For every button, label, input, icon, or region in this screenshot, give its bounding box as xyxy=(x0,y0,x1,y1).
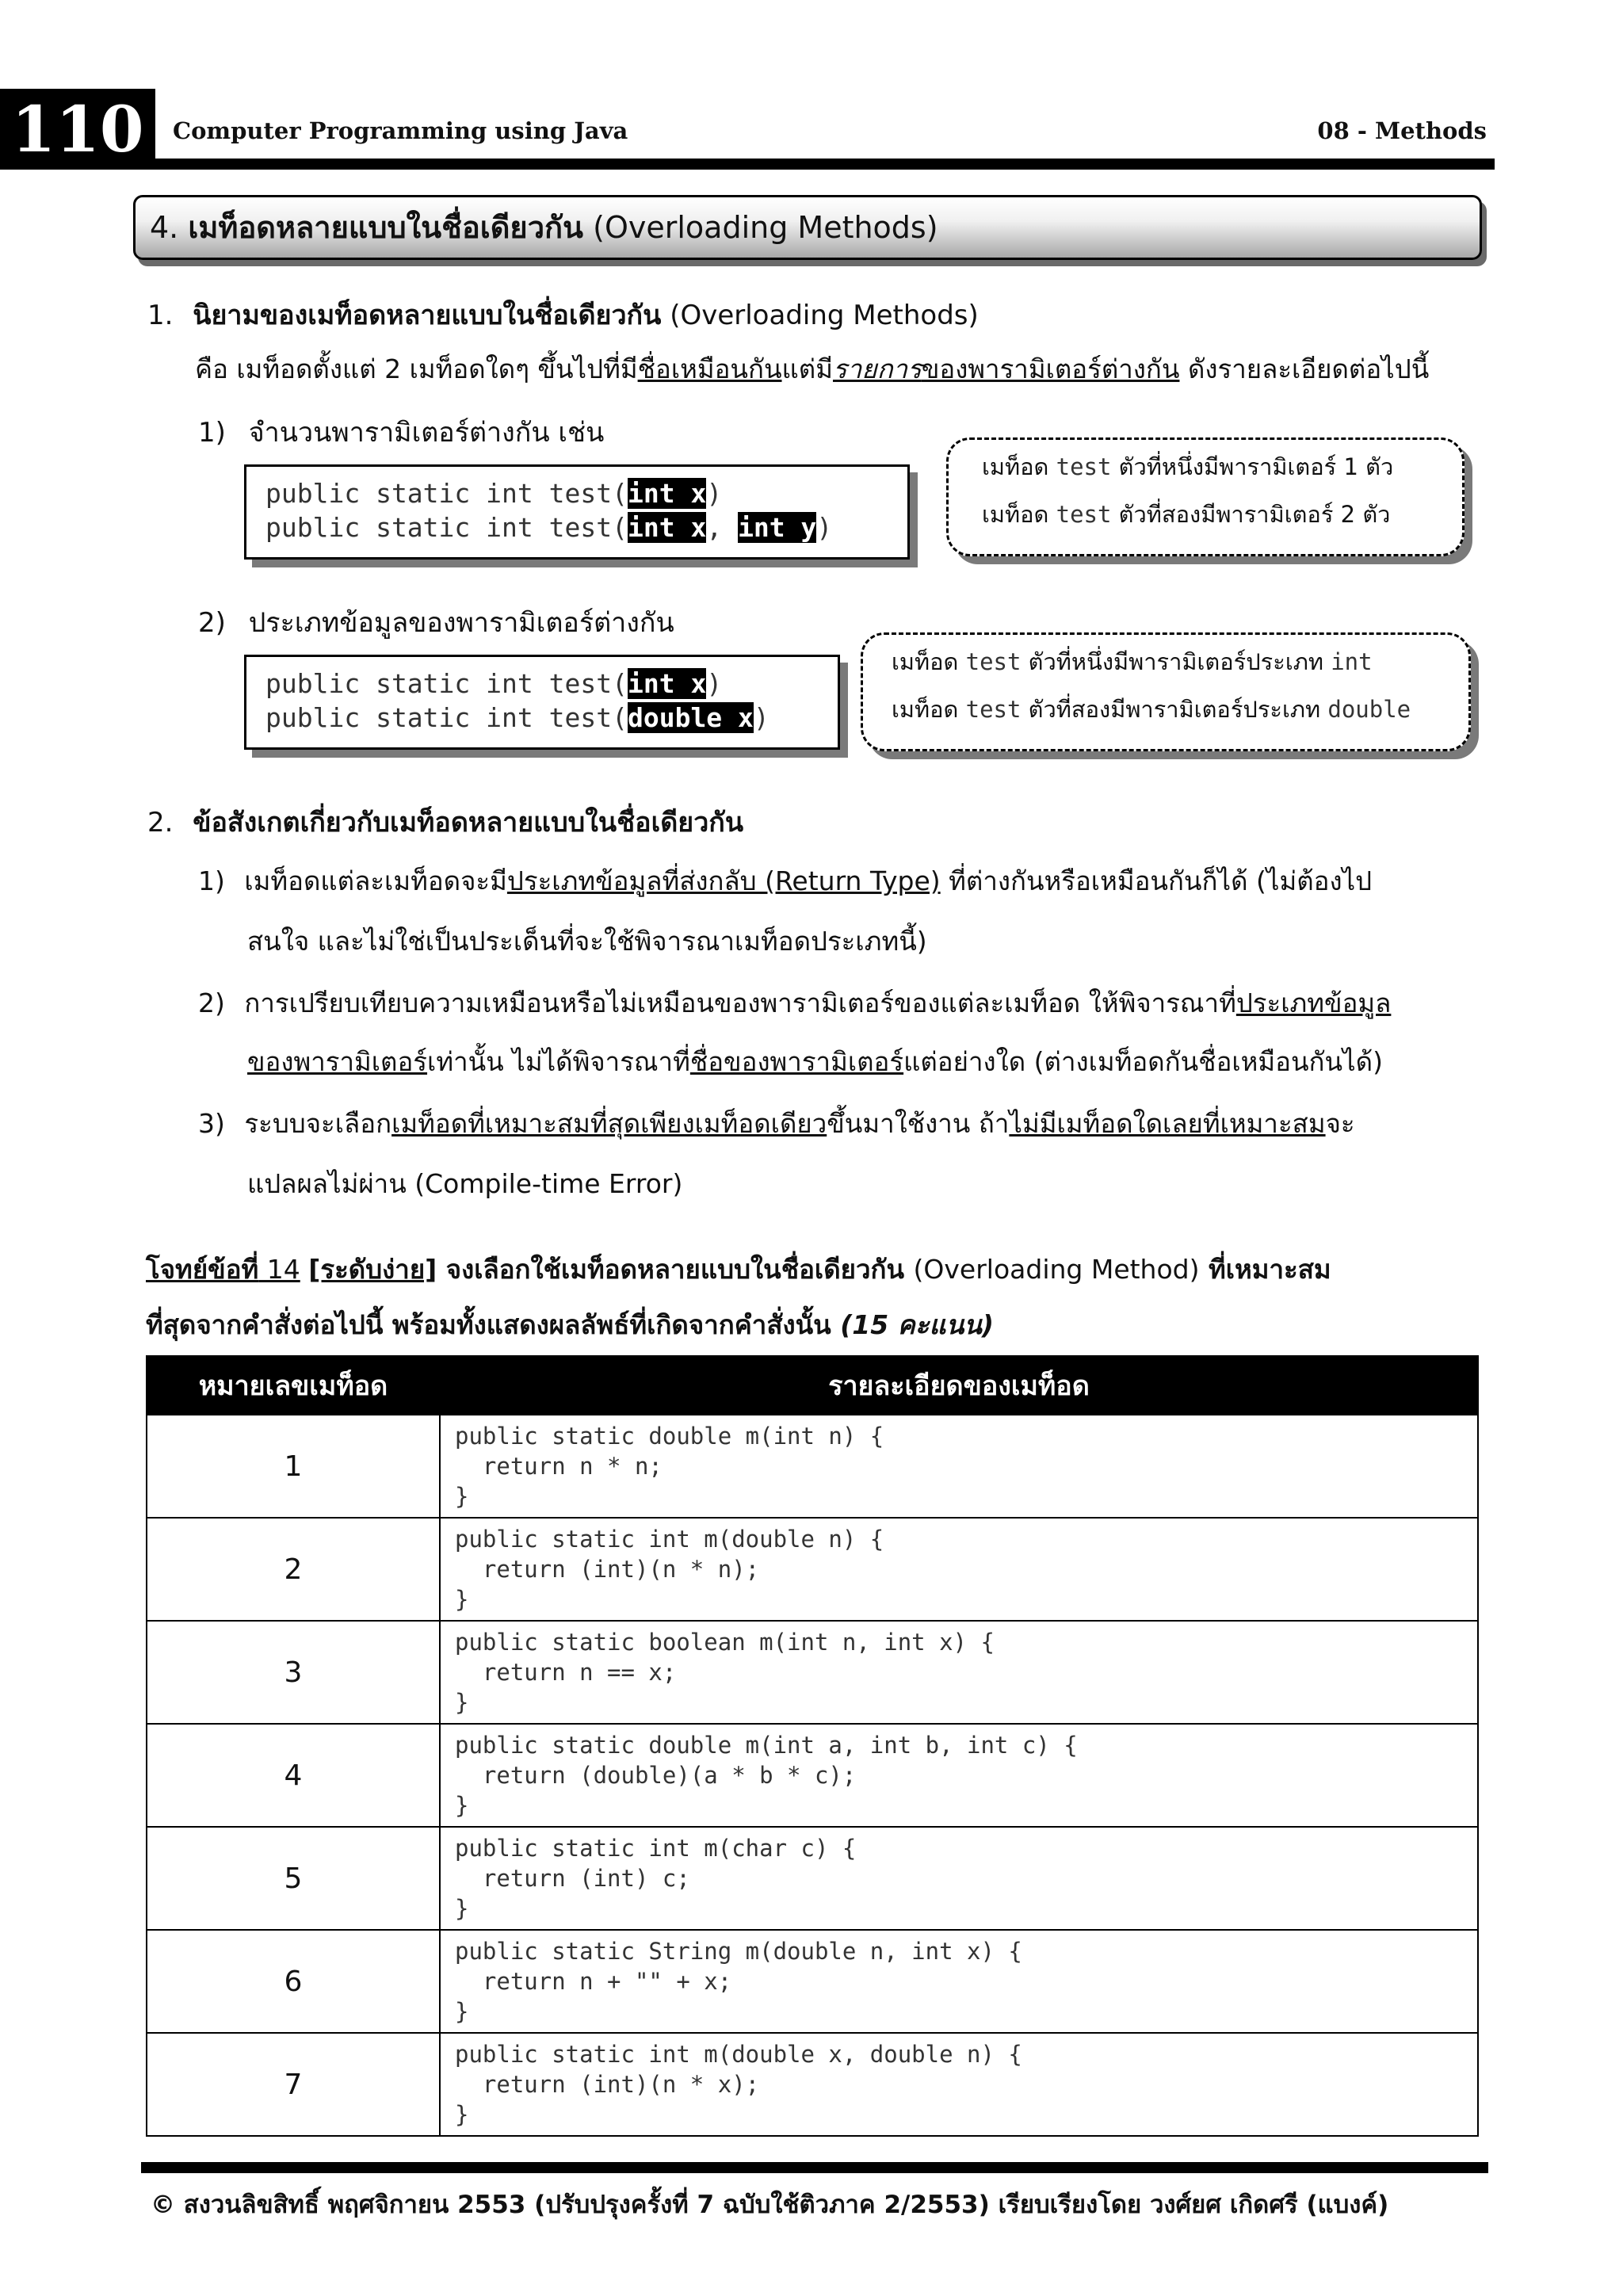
case1-number: 1) xyxy=(198,417,226,449)
part1-number: 1. xyxy=(147,300,174,331)
callout-code: int xyxy=(1331,648,1373,675)
case2-number: 2) xyxy=(198,607,226,639)
code-line: public static int m(double n) { xyxy=(455,1526,884,1553)
method-code xyxy=(440,1827,1478,1930)
callout-text: ตัวที่หนึ่งมีพารามิเตอร์ประเภท xyxy=(1021,648,1331,675)
method-code xyxy=(440,1518,1478,1621)
method-number: 2 xyxy=(147,1518,440,1621)
table-row xyxy=(147,1827,1478,1930)
definition-text-mid: แต่มี xyxy=(781,353,833,384)
part1-definition xyxy=(195,352,1429,387)
note-text: ขึ้นมาใช้งาน ถ้า xyxy=(827,1108,1010,1139)
case2-callout xyxy=(861,632,1471,751)
chapter-title: 08 - Methods xyxy=(1317,117,1487,144)
note2-line2 xyxy=(247,1045,1383,1079)
callout-code: double xyxy=(1327,696,1411,723)
code-line xyxy=(265,476,888,510)
column-header-number: หมายเลขเมท็อด xyxy=(147,1356,440,1415)
table-row xyxy=(147,1724,1478,1827)
callout-line xyxy=(892,638,1468,686)
code-line: return n == x; xyxy=(455,1659,677,1686)
exercise-text-en: (Overloading Method) xyxy=(913,1254,1200,1285)
note-text: ระบบจะเลือก xyxy=(244,1108,392,1139)
exercise-line2 xyxy=(146,1308,994,1343)
callout-code: test xyxy=(1056,453,1112,480)
method-code xyxy=(440,1930,1478,2033)
definition-underline-list: รายการ xyxy=(832,353,922,384)
footer-rule xyxy=(141,2162,1488,2173)
method-number: 5 xyxy=(147,1827,440,1930)
exercise-number: 14 xyxy=(258,1254,300,1285)
code-prefix: public static int test( xyxy=(265,478,628,509)
callout-text: เมท็อด xyxy=(982,501,1056,528)
table-row xyxy=(147,1621,1478,1724)
code-line: } xyxy=(455,1586,469,1613)
callout-text: เมท็อด xyxy=(982,453,1056,480)
code-suffix: ) xyxy=(706,668,723,699)
note-text: จะ xyxy=(1325,1108,1355,1139)
code-line: return (int)(n * x); xyxy=(455,2071,760,2098)
note-underline: ประเภทข้อมูล xyxy=(1235,988,1392,1018)
case1-callout xyxy=(946,437,1465,556)
table-row xyxy=(147,1518,1478,1621)
definition-underline-same-name: ชื่อเหมือนกัน xyxy=(637,353,782,384)
code-line xyxy=(265,701,819,735)
case2-label xyxy=(198,606,674,640)
definition-text: คือ เมท็อดตั้งแต่ 2 เมท็อดใดๆ ขึ้นไปที่มี xyxy=(195,353,638,384)
note-text: เมท็อดแต่ละเมท็อดจะมี xyxy=(244,865,507,896)
methods-table xyxy=(146,1355,1479,2137)
part2-number: 2. xyxy=(147,807,174,839)
method-number: 1 xyxy=(147,1415,440,1518)
case2-text: ประเภทข้อมูลของพารามิเตอร์ต่างกัน xyxy=(248,607,674,639)
note3-line2: แปลผลไม่ผ่าน (Compile-time Error) xyxy=(247,1168,683,1199)
highlighted-param: double x xyxy=(627,702,754,733)
note-underline: เมท็อดที่เหมาะสมที่สุดเพียงเมท็อดเดียว xyxy=(391,1108,827,1139)
exercise-text: ที่เหมาะสม xyxy=(1199,1254,1331,1285)
case1-code-box xyxy=(244,464,910,560)
code-line: return (int)(n * n); xyxy=(455,1556,760,1583)
note1-number: 1) xyxy=(198,865,225,896)
code-line: } xyxy=(455,2101,469,2128)
code-line: } xyxy=(455,1483,469,1510)
code-suffix: ) xyxy=(816,512,833,543)
method-code xyxy=(440,2033,1478,2136)
section-title-thai: เมท็อดหลายแบบในชื่อเดียวกัน xyxy=(188,210,584,245)
code-prefix: public static int test( xyxy=(265,668,628,699)
method-code xyxy=(440,1621,1478,1724)
code-line: public static int m(double x, double n) { xyxy=(455,2041,1022,2068)
code-prefix: public static int test( xyxy=(265,702,628,733)
method-code xyxy=(440,1724,1478,1827)
section-title-en: (Overloading Methods) xyxy=(593,210,938,245)
method-number: 7 xyxy=(147,2033,440,2136)
callout-code: test xyxy=(1056,501,1112,528)
exercise-level: [ระดับง่าย] xyxy=(308,1254,437,1285)
note2-line1 xyxy=(198,986,1391,1021)
part1-heading xyxy=(147,298,979,333)
note-underline: ของพารามิเตอร์ xyxy=(247,1046,428,1077)
callout-code: test xyxy=(965,648,1022,675)
part2-heading xyxy=(147,805,743,840)
highlighted-param: int x xyxy=(627,478,707,509)
callout-text: ตัวที่สองมีพารามิเตอร์ 2 ตัว xyxy=(1111,501,1391,528)
part1-heading-thai: นิยามของเมท็อดหลายแบบในชื่อเดียวกัน xyxy=(193,300,662,331)
callout-code: test xyxy=(965,696,1022,723)
part2-heading-text: ข้อสังเกตเกี่ยวกับเมท็อดหลายแบบในชื่อเดียวกัน xyxy=(193,807,744,839)
table-row xyxy=(147,1930,1478,2033)
highlighted-param: int x xyxy=(627,668,707,699)
code-suffix: ) xyxy=(753,702,769,733)
note2-number: 2) xyxy=(198,988,225,1018)
code-line: return n + "" + x; xyxy=(455,1968,732,1995)
code-line: } xyxy=(455,1998,469,2025)
note-text: แต่อย่างใด (ต่างเมท็อดกันชื่อเหมือนกันได้) xyxy=(903,1046,1383,1077)
note3-line1 xyxy=(198,1106,1355,1141)
code-line: return n * n; xyxy=(455,1453,663,1480)
exercise-text: จงเลือกใช้เมท็อดหลายแบบในชื่อเดียวกัน xyxy=(437,1254,914,1285)
method-code xyxy=(440,1415,1478,1518)
highlighted-param: int x xyxy=(627,512,707,543)
callout-line xyxy=(892,686,1468,733)
table-row xyxy=(147,2033,1478,2136)
note-text: เท่านั้น ไม่ได้พิจารณาที่ xyxy=(427,1046,690,1077)
callout-line xyxy=(982,491,1462,538)
note-underline: ประเภทข้อมูลที่ส่งกลับ (Return Type) xyxy=(506,865,941,896)
section-banner xyxy=(133,195,1482,260)
code-line: public static double m(int a, int b, int c) { xyxy=(455,1732,1078,1759)
section-number: 4. xyxy=(150,210,179,245)
exercise-line1 xyxy=(146,1252,1331,1287)
part1-heading-en: (Overloading Methods) xyxy=(670,300,979,331)
case1-text: จำนวนพารามิเตอร์ต่างกัน เช่น xyxy=(248,417,605,449)
page-number: 110 xyxy=(0,89,155,170)
exercise-label: โจทย์ข้อที่ xyxy=(146,1254,259,1285)
method-number: 3 xyxy=(147,1621,440,1724)
callout-line xyxy=(982,443,1462,491)
code-suffix: ) xyxy=(706,478,723,509)
note-underline: ไม่มีเมท็อดใดเลยที่เหมาะสม xyxy=(1009,1108,1326,1139)
code-line: return (int) c; xyxy=(455,1865,690,1892)
exercise-text: ที่สุดจากคำสั่งต่อไปนี้ พร้อมทั้งแสดงผลลัพธ์ที่เกิดจากคำสั่งนั้น xyxy=(146,1309,841,1340)
code-line: public static String m(double n, int x) { xyxy=(455,1938,1022,1965)
code-line: public static boolean m(int n, int x) { xyxy=(455,1629,995,1656)
code-line: } xyxy=(455,1895,469,1922)
table-row xyxy=(147,1415,1478,1518)
book-title: Computer Programming using Java xyxy=(173,117,628,144)
note1-line1 xyxy=(198,864,1372,899)
copyright-footer: © สงวนลิขสิทธิ์ พฤศจิกายน 2553 (ปรับปรุงครั้งที่ 7 ฉบับใช้ติวภาค 2/2553) เรียบเรียงโดย วงศ์ยศ เกิดศรี (แบงค์) xyxy=(151,2191,1389,2219)
note-text: ที่ต่างกันหรือเหมือนกันก็ได้ (ไม่ต้องไป xyxy=(940,865,1373,896)
callout-text: ตัวที่สองมีพารามิเตอร์ประเภท xyxy=(1021,696,1328,723)
code-line: } xyxy=(455,1689,469,1716)
note-underline: ชื่อของพารามิเตอร์ xyxy=(689,1046,904,1077)
case2-code-box xyxy=(244,655,840,750)
note-text: การเปรียบเทียบความเหมือนหรือไม่เหมือนของพารามิเตอร์ของแต่ละเมท็อด ให้พิจารณาที่ xyxy=(244,988,1236,1018)
method-number: 6 xyxy=(147,1930,440,2033)
code-prefix: public static int test( xyxy=(265,512,628,543)
note3-number: 3) xyxy=(198,1108,225,1139)
header-rule xyxy=(155,159,1495,170)
code-line: } xyxy=(455,1792,469,1819)
code-line: public static double m(int n) { xyxy=(455,1423,884,1450)
code-line: public static int m(char c) { xyxy=(455,1835,857,1862)
definition-underline-params: ของพารามิเตอร์ต่างกัน xyxy=(921,353,1180,384)
exercise-score: (15 คะแนน) xyxy=(840,1309,994,1340)
highlighted-param: int y xyxy=(738,512,817,543)
code-line: return (double)(a * b * c); xyxy=(455,1762,857,1789)
callout-text: เมท็อด xyxy=(892,696,966,723)
note1-line2: สนใจ และไม่ใช่เป็นประเด็นที่จะใช้พิจารณาเมท็อดประเภทนี้) xyxy=(247,926,927,957)
code-line xyxy=(265,667,819,701)
method-number: 4 xyxy=(147,1724,440,1827)
code-line: public static int test(int x, int y) xyxy=(265,512,833,543)
case1-label xyxy=(198,415,604,450)
definition-text-post: ดังรายละเอียดต่อไปนี้ xyxy=(1179,353,1430,384)
callout-text: เมท็อด xyxy=(892,648,966,675)
column-header-detail: รายละเอียดของเมท็อด xyxy=(440,1356,1478,1415)
table-header-row xyxy=(147,1356,1478,1415)
callout-text: ตัวที่หนึ่งมีพารามิเตอร์ 1 ตัว xyxy=(1111,453,1394,480)
